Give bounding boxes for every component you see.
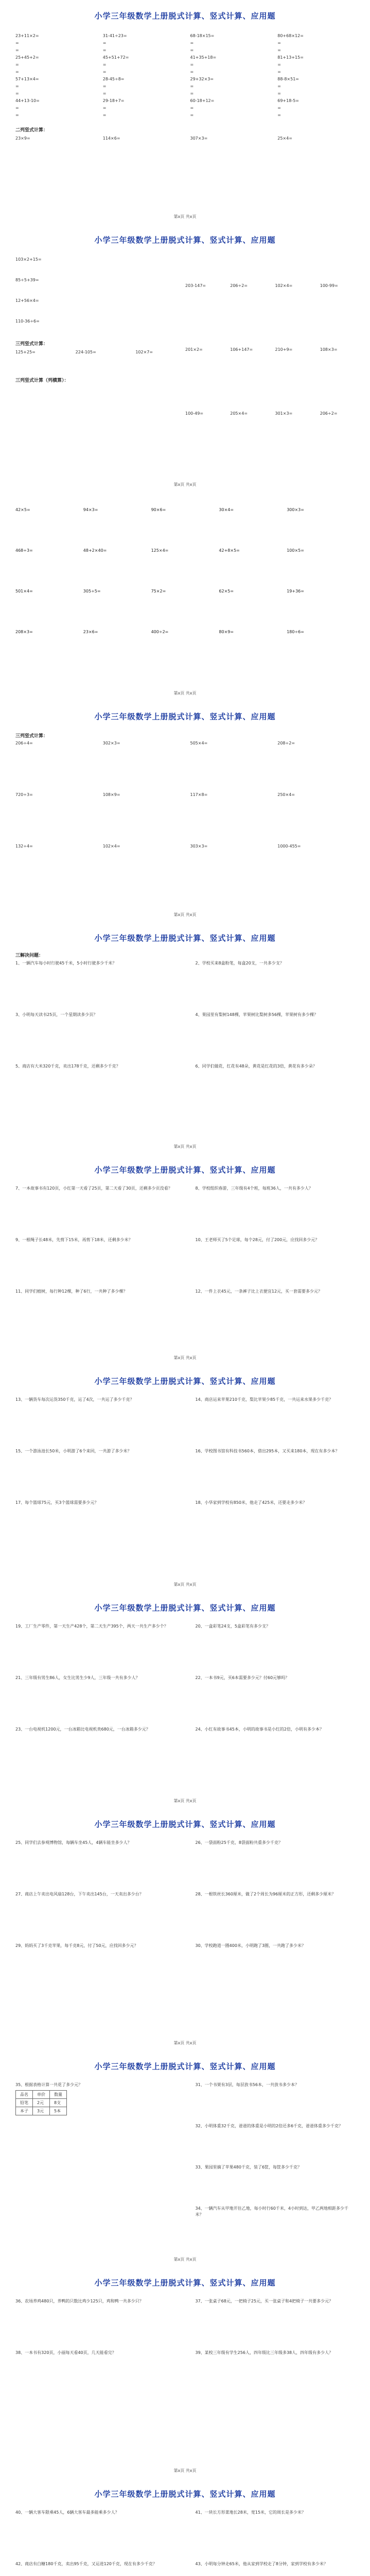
page-title: 小学三年级数学上册脱式计算、竖式计算、应用题 xyxy=(94,1377,276,1386)
calc-item: = xyxy=(277,70,281,74)
calc-item: 23+11×2= xyxy=(15,33,39,38)
page-4 xyxy=(0,711,370,895)
calc-item: 400÷2= xyxy=(151,630,169,634)
calc-item: 31-41÷23= xyxy=(102,33,127,38)
calc-item: 25×4= xyxy=(277,136,292,141)
calc-item: = xyxy=(190,106,194,110)
table-cell: 2元 xyxy=(33,2099,50,2107)
problem-text: 11、同学们植树，每行种12棵，种了6行，一共种了多少棵？ xyxy=(15,1289,128,1294)
calc-item: 88-8×51= xyxy=(277,77,299,81)
calc-item: = xyxy=(15,70,19,74)
calc-item: = xyxy=(102,91,107,96)
calc-item: 303×3= xyxy=(190,844,208,849)
calc-item: 81+13+15= xyxy=(277,55,304,60)
problem-text: 30、学校跑道一圈400米，小明跑了3圈，一共跑了多少米？ xyxy=(195,1943,306,1948)
problem-text: 19、工厂生产零件，第一天生产428个，第二天生产395个，两天一共生产多少个？ xyxy=(15,1624,168,1629)
calc-item: = xyxy=(190,41,194,45)
problem-text: 15、一个游泳池长50米，小明游了6个来回，一共游了多少米？ xyxy=(15,1449,132,1453)
calc-item: 203-147= xyxy=(185,283,206,288)
word-problems xyxy=(15,2082,355,2247)
calc-item: 180÷6= xyxy=(287,630,304,634)
calc-item: = xyxy=(15,48,19,53)
page-footer: 第x页 共x页 xyxy=(173,1355,197,1360)
calc-item: 208×3= xyxy=(15,630,33,634)
page-title: 小学三年级数学上册脱式计算、竖式计算、应用题 xyxy=(94,2489,276,2499)
table-cell: 铅笔 xyxy=(16,2099,33,2107)
problem-text: 41、一块长方形菜地长28米，宽15米，它的周长是多少米？ xyxy=(195,2510,306,2515)
calc-item: 224-105= xyxy=(75,350,96,354)
calc-item: 57+13×4= xyxy=(15,77,39,81)
problem-text: 28、一根铁丝长360厘米，做了2个周长为96厘米的正方形，还剩多少厘米？ xyxy=(195,1892,336,1896)
price-table xyxy=(15,2090,67,2115)
calc-item: 201×2= xyxy=(185,347,203,352)
problem-text: 12、一件上衣45元，一条裤子比上衣便宜12元，买一套需要多少元？ xyxy=(195,1289,323,1294)
calc-item: = xyxy=(15,106,19,110)
calc-item: 80×9= xyxy=(219,630,234,634)
calc-item: 44+13-10= xyxy=(15,98,40,103)
vertical-calc-list xyxy=(15,135,355,142)
calc-item: = xyxy=(190,70,194,74)
calc-item: = xyxy=(102,113,107,117)
calc-item: 60-18+12= xyxy=(190,98,215,103)
calc-item: 12+56×4= xyxy=(15,298,39,303)
problem-text: 17、每个篮球75元，买3个篮球需要多少元？ xyxy=(15,1500,99,1505)
calc-item: 110-36÷6= xyxy=(15,319,40,324)
problem-text: 32、小明体重32千克，爸爸的体重是小明的2倍还多6千克，爸爸体重多少千克？ xyxy=(195,2124,343,2128)
calc-item: = xyxy=(15,113,19,117)
calc-item: 205×4= xyxy=(230,411,248,416)
calc-item: 210+9= xyxy=(275,347,293,352)
section-heading: 三列竖式计算： xyxy=(15,734,48,739)
calc-item: 208÷2= xyxy=(277,741,295,745)
calc-item: = xyxy=(102,41,107,45)
table-cell: 8支 xyxy=(50,2099,67,2107)
calc-item: 720÷3= xyxy=(15,792,33,797)
calc-item: = xyxy=(277,106,281,110)
calc-item: = xyxy=(15,62,19,67)
page-title: 小学三年级数学上册脱式计算、竖式计算、应用题 xyxy=(94,2278,276,2287)
word-problems xyxy=(15,960,355,1115)
word-problems xyxy=(15,1397,355,1551)
vertical-calc-list xyxy=(185,410,355,417)
table-row xyxy=(16,2099,67,2107)
problem-text: 5、商店有大米320千克，卖出178千克，还剩多少千克？ xyxy=(15,1064,120,1069)
problem-text: 7、一本故事书有120页，小红第一天看了25页，第二天看了30页，还剩多少页没看？ xyxy=(15,1186,172,1191)
calc-item: 23×9= xyxy=(15,136,30,141)
page-title: 小学三年级数学上册脱式计算、竖式计算、应用题 xyxy=(94,235,276,245)
calc-item: 19+36= xyxy=(287,589,304,594)
calc-item: 206÷2= xyxy=(320,411,338,416)
calc-item: 94×3= xyxy=(83,507,98,512)
vertical-calc-list xyxy=(15,349,185,356)
problem-text: 39、某校三年级有学生256人，四年级比三年级多38人，四年级有多少人？ xyxy=(195,2350,333,2355)
calc-item: = xyxy=(277,41,281,45)
calc-item: 132÷4= xyxy=(15,844,33,849)
problem-text: 18、小华家到学校有850米，他走了425米，还要走多少米？ xyxy=(195,1500,307,1505)
calc-item: = xyxy=(190,62,194,67)
calc-item: 41+35+18= xyxy=(190,55,217,60)
calc-item: 301×3= xyxy=(275,411,293,416)
page-6 xyxy=(0,1164,370,1340)
calc-item: 42+8×5= xyxy=(219,548,240,553)
problem-text: 10、王老师买了5个足球，每个28元，付了200元，应找回多少元？ xyxy=(195,1238,320,1242)
page-8 xyxy=(0,1602,370,1778)
calc-item: 42×5= xyxy=(15,507,30,512)
page-footer: 第x页 共x页 xyxy=(173,1799,197,1803)
page-footer: 第x页 共x页 xyxy=(173,691,197,696)
calc-item: = xyxy=(15,84,19,89)
vertical-calc-list xyxy=(15,741,355,895)
problem-text: 1、一辆汽车每小时行驶45千米，5小时行驶多少千米？ xyxy=(15,961,117,965)
problem-text: 23、一台电视机1200元，一台冰箱比电视机贵680元，一台冰箱多少元？ xyxy=(15,1727,150,1732)
calc-grid xyxy=(15,507,355,634)
word-problems xyxy=(15,2298,355,2401)
table-row xyxy=(16,2091,67,2099)
calc-item: 106+147= xyxy=(230,347,253,352)
calc-item: 68-18×15= xyxy=(190,33,215,38)
calc-item: 29-18+7= xyxy=(102,98,125,103)
section-heading: 二列竖式计算： xyxy=(15,128,48,133)
page-9 xyxy=(0,1819,370,1994)
section-heading: 三列竖式计算： xyxy=(15,342,48,347)
table-row xyxy=(16,2107,67,2115)
calc-item: 102×4= xyxy=(275,283,293,288)
problem-text: 4、果园里有梨树148棵，苹果树比梨树多56棵，苹果树有多少棵？ xyxy=(195,1012,319,1017)
calc-item: 505×4= xyxy=(190,741,208,745)
table-cell: 品名 xyxy=(16,2091,33,2099)
page-footer: 第x页 共x页 xyxy=(173,2257,197,2262)
calc-item: 45+51+72= xyxy=(102,55,129,60)
vertical-calc-list xyxy=(185,346,355,353)
page-title: 小学三年级数学上册脱式计算、竖式计算、应用题 xyxy=(94,11,276,21)
calc-item: = xyxy=(102,70,107,74)
page-10 xyxy=(0,2061,370,2247)
section-heading: 三列竖式计算（列横算）： xyxy=(15,378,69,383)
calc-item: 25+45+2= xyxy=(15,55,39,60)
calc-item: 80+68×12= xyxy=(277,33,304,38)
page-footer: 第x页 共x页 xyxy=(173,1144,197,1149)
calc-item: 108×9= xyxy=(102,792,120,797)
problem-text: 2、学校买来8盒粉笔，每盒20支，一共多少支？ xyxy=(195,961,284,965)
calc-item: 307×3= xyxy=(190,136,208,141)
calc-item: 468÷3= xyxy=(15,548,33,553)
page-title: 小学三年级数学上册脱式计算、竖式计算、应用题 xyxy=(94,1820,276,1829)
calc-item: = xyxy=(15,41,19,45)
problem-text: 22、一本书9元，买6本需要多少元？付60元够吗？ xyxy=(195,1675,290,1680)
section-heading: 三解决问题： xyxy=(15,953,44,958)
page-footer: 第x页 共x页 xyxy=(173,214,197,219)
page-7 xyxy=(0,1376,370,1551)
problem-text: 3、小明每天读书25页，一个星期读多少页？ xyxy=(15,1012,98,1017)
problem-text: 20、一盒彩笔24支，5盒彩笔有多少支？ xyxy=(195,1624,270,1629)
problem-text: 38、一本书有320页，小丽每天看40页，几天能看完？ xyxy=(15,2350,116,2355)
problem-text: 36、农场养鸡480只，养鸭的只数比鸡少125只，鸡和鸭一共多少只？ xyxy=(15,2299,144,2303)
calc-item: = xyxy=(277,91,281,96)
calc-row xyxy=(15,589,355,594)
calc-item: = xyxy=(15,91,19,96)
calc-item: = xyxy=(102,106,107,110)
calc-item: 102×7= xyxy=(135,350,153,354)
calc-item: = xyxy=(277,113,281,117)
calc-item: = xyxy=(102,48,107,53)
problem-text: 31、一个书架有3层，每层放书56本，一共放书多少本？ xyxy=(195,2082,299,2087)
calc-item: 300×3= xyxy=(287,507,304,512)
calc-item: 102×4= xyxy=(102,844,120,849)
page-footer: 第x页 共x页 xyxy=(173,912,197,917)
page-title: 小学三年级数学上册脱式计算、竖式计算、应用题 xyxy=(94,934,276,943)
page-3 xyxy=(0,502,370,634)
calc-item: 1000-455= xyxy=(277,844,301,849)
problem-text: 21、三年级有男生86人，女生比男生少9人，三年级一共有多少人？ xyxy=(15,1675,140,1680)
calc-item: = xyxy=(102,62,107,67)
problem-text: 14、商店运来苹果210千克，梨比苹果少85千克，一共运来水果多少千克？ xyxy=(195,1397,333,1402)
word-problems xyxy=(15,1840,355,1994)
calc-item: 501×4= xyxy=(15,589,33,594)
page-footer: 第x页 共x页 xyxy=(173,482,197,487)
calc-item: 206÷2= xyxy=(230,283,248,288)
calc-item: 250×4= xyxy=(277,792,295,797)
calc-item: 103×2+15= xyxy=(15,257,42,262)
calc-item: = xyxy=(190,84,194,89)
calc-item: = xyxy=(102,84,107,89)
problem-text: 27、商店上午卖出电风扇128台，下午卖出145台，一天卖出多少台？ xyxy=(15,1892,144,1896)
problem-text: 25、同学们去参观博物馆，每辆车坐45人，4辆车能坐多少人？ xyxy=(15,1840,132,1845)
table-cell: 本子 xyxy=(16,2107,33,2115)
page-title: 小学三年级数学上册脱式计算、竖式计算、应用题 xyxy=(94,2062,276,2071)
calc-item: 125+25= xyxy=(15,350,36,354)
page-2 xyxy=(0,234,370,417)
problem-text: 34、一辆汽车从甲地开往乙地，每小时行60千米，4小时到达，甲乙两地相距多少千米？ xyxy=(195,2206,348,2217)
calc-item: = xyxy=(190,48,194,53)
word-problems xyxy=(15,2510,355,2576)
problem-text: 26、一袋面粉25千克，8袋面粉共重多少千克？ xyxy=(195,1840,283,1845)
table-cell: 3元 xyxy=(33,2107,50,2115)
problem-text: 40、一辆大客车限乘45人，6辆大客车最多能乘多少人？ xyxy=(15,2510,119,2515)
problem-column xyxy=(196,2082,355,2247)
table-cell: 单价 xyxy=(33,2091,50,2099)
calc-item: 48+2×40= xyxy=(83,548,107,553)
table-cell: 5本 xyxy=(50,2107,67,2115)
problem-text: 35、根据表格计算一共花了多少元？ xyxy=(15,2082,83,2087)
calc-item: 85÷5+39= xyxy=(15,278,39,282)
problem-text: 29、妈妈买了3千克苹果，每千克8元，付了50元，应找回多少元？ xyxy=(15,1943,138,1948)
calc-item: 206÷4= xyxy=(15,741,33,745)
calc-item: = xyxy=(190,91,194,96)
table-cell: 数量 xyxy=(50,2091,67,2099)
calc-item: = xyxy=(277,84,281,89)
calc-item: 75×2= xyxy=(151,589,166,594)
calc-item: 69+18-5= xyxy=(277,98,299,103)
problem-text: 37、一张桌子68元，一把椅子25元，买一张桌子和4把椅子一共要多少元？ xyxy=(195,2299,333,2303)
page-1 xyxy=(0,10,370,142)
page-title: 小学三年级数学上册脱式计算、竖式计算、应用题 xyxy=(94,1603,276,1613)
calc-item: 28-45÷8= xyxy=(102,77,125,81)
calc-item: 90×6= xyxy=(151,507,166,512)
problem-text: 42、商店有白糖180千克，卖出95千克，又运进120千克，现在有多少千克？ xyxy=(15,2562,157,2566)
calc-item: 29+32×3= xyxy=(190,77,214,81)
calc-item: 108×3= xyxy=(320,347,338,352)
page-5 xyxy=(0,933,370,1115)
calc-item: = xyxy=(190,113,194,117)
page-12 xyxy=(0,2488,370,2576)
page-11 xyxy=(0,2277,370,2401)
calc-item: 305÷5= xyxy=(83,589,101,594)
word-problems xyxy=(15,1185,355,1340)
calc-item: 100-49= xyxy=(185,411,204,416)
calc-grid xyxy=(15,32,355,119)
calc-item: 114×6= xyxy=(102,136,120,141)
problem-text: 43、小明每分钟走65米，他从家到学校走了8分钟，家到学校有多少米？ xyxy=(195,2562,328,2566)
calc-column xyxy=(15,257,185,325)
calc-item: = xyxy=(277,48,281,53)
problem-text: 9、一根绳子长48米，先剪下15米，再剪下18米，还剩多少米？ xyxy=(15,1238,133,1242)
calc-item: 100-99= xyxy=(320,283,338,288)
problem-text: 13、一辆货车每次运货350千克，运了4次，一共运了多少千克？ xyxy=(15,1397,134,1402)
calc-item: 62×5= xyxy=(219,589,234,594)
problem-text: 8、学校组织春游，三年级有4个班，每班36人，一共有多少人？ xyxy=(195,1186,313,1191)
calc-item: 30×4= xyxy=(219,507,234,512)
problem-text: 24、小红有故事书45本，小明的故事书是小红的2倍，小明有多少本？ xyxy=(195,1727,324,1732)
problem-text: 16、学校图书馆有科技书560本，借出295本，又买来180本，现在有多少本？ xyxy=(195,1449,340,1453)
calc-item: 125×4= xyxy=(151,548,169,553)
page-title: 小学三年级数学上册脱式计算、竖式计算、应用题 xyxy=(94,712,276,721)
calc-item: 23×6= xyxy=(83,630,98,634)
page-footer: 第x页 共x页 xyxy=(173,2468,197,2473)
vertical-calc-list xyxy=(185,282,355,290)
page-title: 小学三年级数学上册脱式计算、竖式计算、应用题 xyxy=(94,1165,276,1175)
page-footer: 第x页 共x页 xyxy=(173,2041,197,2045)
calc-row xyxy=(15,507,355,512)
problem-text: 6、同学们做花，红花有48朵，黄花是红花的3倍，黄花有多少朵？ xyxy=(195,1064,317,1069)
word-problems xyxy=(15,1623,355,1778)
page-footer: 第x页 共x页 xyxy=(173,1582,197,1587)
calc-item: 117×8= xyxy=(190,792,208,797)
calc-item: 302×3= xyxy=(102,741,120,745)
calc-item: 100×5= xyxy=(287,548,304,553)
calc-row xyxy=(15,548,355,553)
problem-text: 33、果园里摘了苹果480千克，装了6筐，每筐多少千克？ xyxy=(195,2165,302,2170)
calc-row xyxy=(15,630,355,634)
calc-item: = xyxy=(277,62,281,67)
